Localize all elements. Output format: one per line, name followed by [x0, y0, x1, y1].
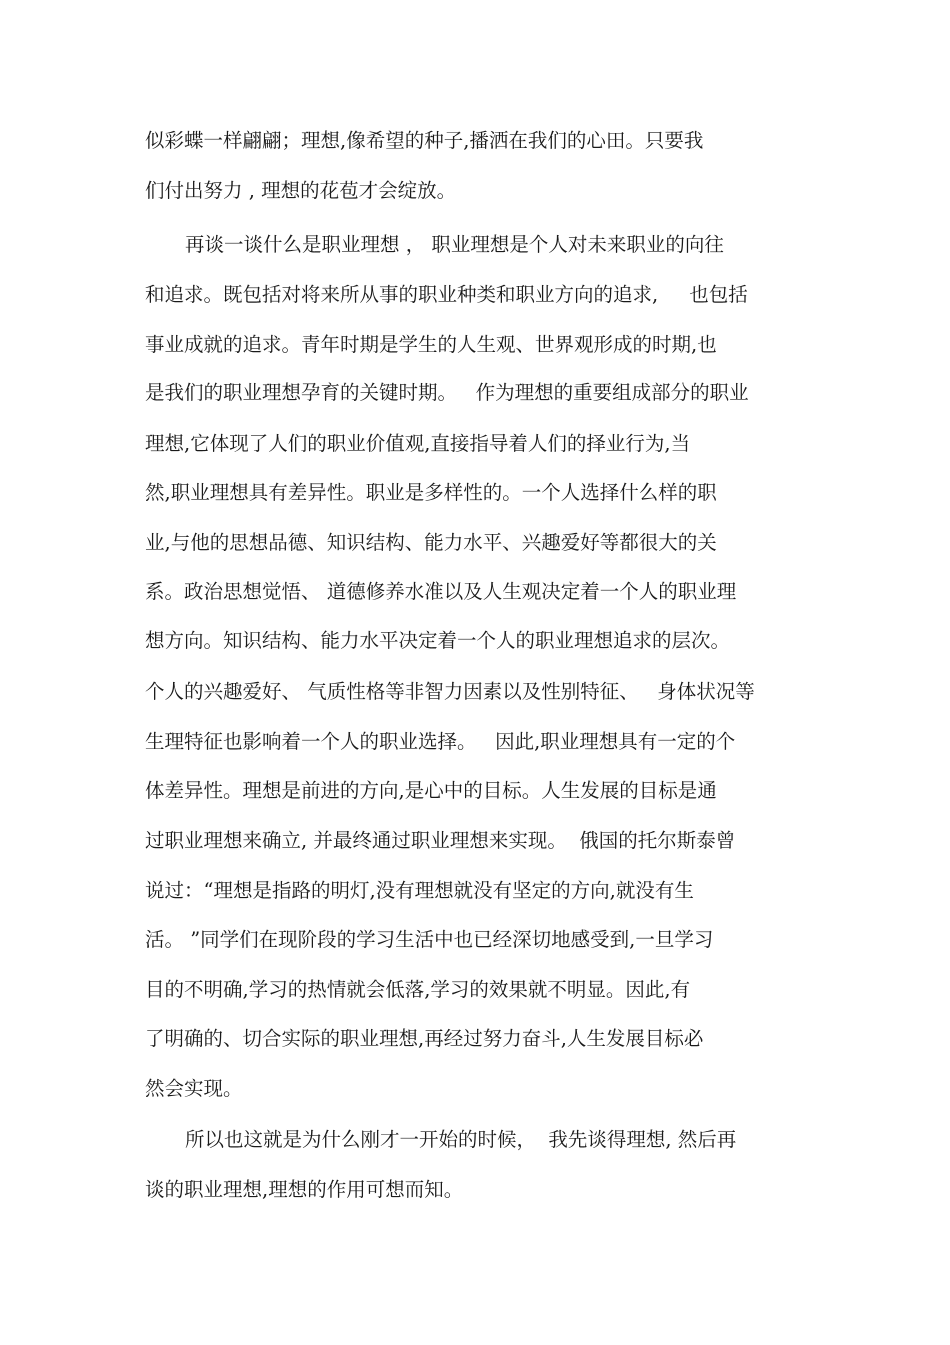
paragraph-start-line: 再谈一谈什么是职业理想 ， 职业理想是个人对未来职业的向往 [185, 233, 724, 256]
text-line: 似彩蝶一样翩翩；理想,像希望的种子,播洒在我们的心田。只要我 [145, 129, 704, 152]
text-line: 谈的职业理想,理想的作用可想而知。 [145, 1178, 464, 1201]
text-line: 然会实现。 [145, 1077, 243, 1100]
text-line: 过职业理想来确立, 并最终通过职业理想来实现。 俄国的托尔斯泰曾 [145, 829, 736, 852]
text-line: 体差异性。理想是前进的方向,是心中的目标。人生发展的目标是通 [145, 779, 717, 802]
text-line: 系。政治思想觉悟、 道德修养水准以及人生观决定着一个人的职业理 [145, 580, 737, 603]
text-line: 想方向。知识结构、能力水平决定着一个人的职业理想追求的层次。 [145, 629, 731, 652]
text-line: 是我们的职业理想孕育的关键时期。 作为理想的重要组成部分的职业 [145, 381, 749, 404]
text-line: 和追求。既包括对将来所从事的职业种类和职业方向的追求, 也包括 [145, 283, 748, 306]
text-line: 活。 ”同学们在现阶段的学习生活中也已经深切地感受到,一旦学习 [145, 928, 714, 951]
text-line: 了明确的、切合实际的职业理想,再经过努力奋斗,人生发展目标必 [145, 1027, 704, 1050]
text-line: 说过：“理想是指路的明灯,没有理想就没有坚定的方向,就没有生 [145, 879, 694, 902]
text-line: 目的不明确,学习的热情就会低落,学习的效果就不明显。因此,有 [145, 978, 691, 1001]
text-line: 业,与他的思想品德、知识结构、能力水平、兴趣爱好等都很大的关 [145, 531, 717, 554]
text-line: 生理特征也影响着一个人的职业选择。 因此,职业理想具有一定的个 [145, 730, 736, 753]
paragraph-start-line: 所以也这就是为什么刚才一开始的时候， 我先谈得理想, 然后再 [185, 1128, 737, 1151]
text-line: 事业成就的追求。青年时期是学生的人生观、世界观形成的时期,也 [145, 333, 717, 356]
text-line: 个人的兴趣爱好、 气质性格等非智力因素以及性别特征、 身体状况等 [145, 680, 755, 703]
text-line: 们付出努力 , 理想的花苞才会绽放。 [145, 179, 457, 202]
text-line: 理想,它体现了人们的职业价值观,直接指导着人们的择业行为,当 [145, 432, 691, 455]
text-line: 然,职业理想具有差异性。职业是多样性的。一个人选择什么样的职 [145, 481, 717, 504]
